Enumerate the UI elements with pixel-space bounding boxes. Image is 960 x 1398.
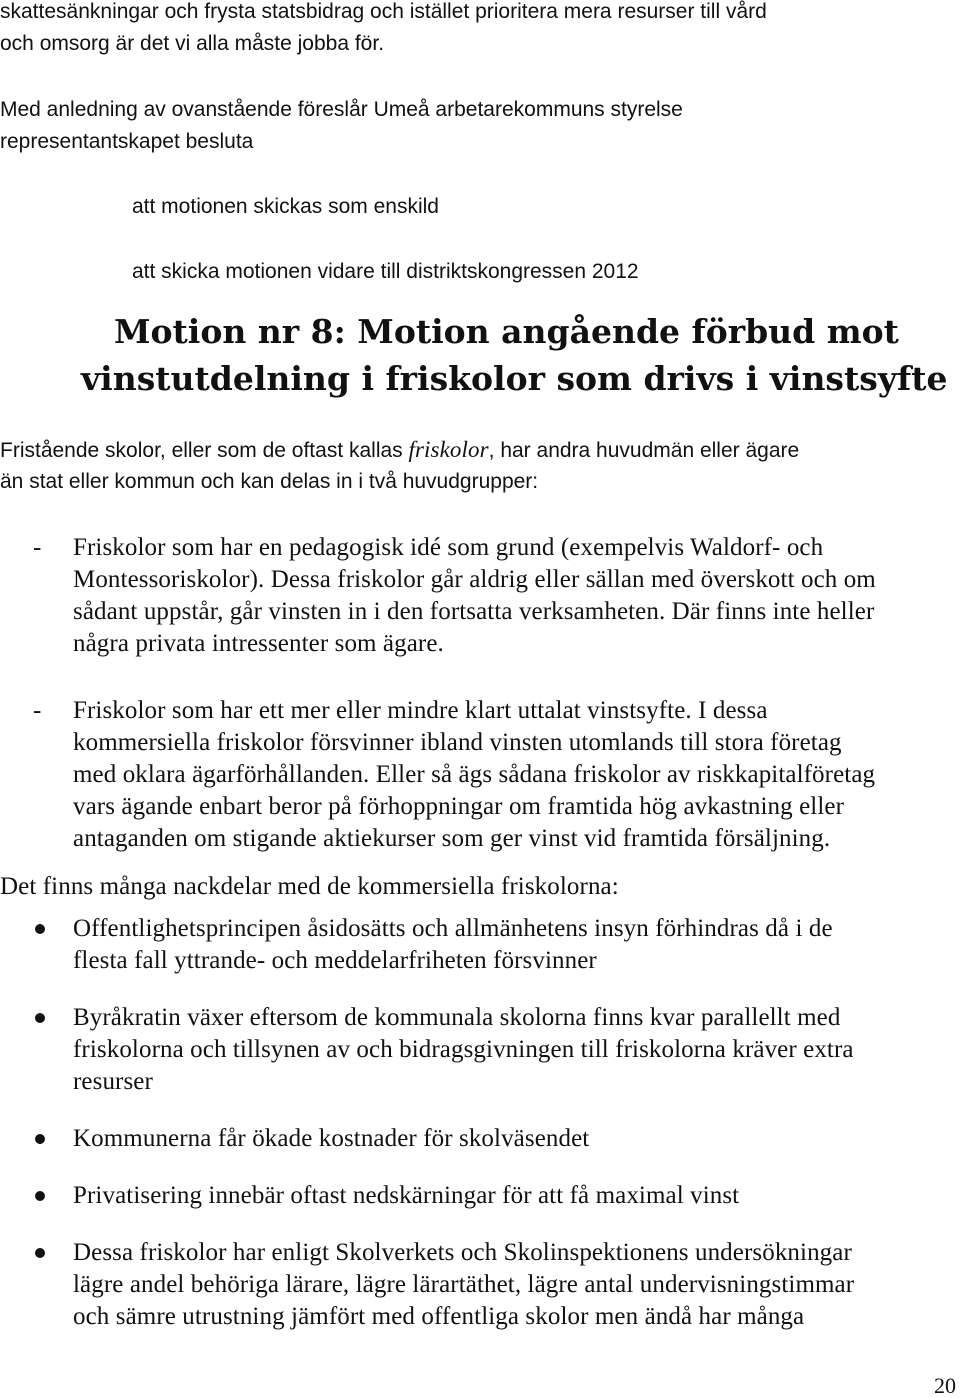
bullet-icon (35, 1191, 45, 1201)
lead-italic-term: friskolor (408, 437, 489, 462)
bullet-icon (35, 924, 45, 934)
dash-item-line: Montessoriskolor). Dessa friskolor går aldrig eller sällan med överskott och om (73, 566, 876, 593)
decision-item: att motionen skickas som enskild (132, 195, 439, 218)
bullet-item-line: flesta fall yttrande- och meddelarfriheten försvinner (73, 947, 597, 974)
proposal-line: representantskapet besluta (0, 130, 254, 153)
motion-title-line: Motion nr 8: Motion angående förbud mot (114, 312, 899, 351)
bullet-item-line: Byråkratin växer eftersom de kommunala skolorna finns kvar parallellt med (73, 1004, 841, 1031)
lead-text: , har andra huvudmän eller ägare (488, 439, 800, 462)
dash-item-line: kommersiella friskolor försvinner ibland vinsten utomlands till stora företag (73, 729, 842, 756)
motion-title-line: vinstutdelning i friskolor som drivs i vinstsyfte (81, 359, 948, 398)
bullet-item-line: resurser (73, 1068, 153, 1095)
dash-item-line: sådant uppstår, går vinsten in i den fortsatta verksamheten. Där finns inte heller (73, 598, 875, 625)
lead-text: Fristående skolor, eller som de oftast kallas (0, 439, 409, 462)
intro-line: och omsorg är det vi alla måste jobba för. (0, 32, 385, 55)
dash-item-line: några privata intressenter som ägare. (73, 630, 444, 657)
dash-item-line: Friskolor som har ett mer eller mindre klart uttalat vinstsyfte. I dessa (73, 697, 768, 724)
lead-line: än stat eller kommun och kan delas in i två huvudgrupper: (0, 470, 539, 493)
decision-item: att skicka motionen vidare till distriktskongressen 2012 (132, 260, 639, 283)
bullet-item-line: lägre andel behöriga lärare, lägre lärartäthet, lägre antal undervisningstimmar (73, 1271, 855, 1298)
dash-item-line: antaganden om stigande aktiekurser som ger vinst vid framtida försäljning. (73, 825, 831, 852)
lead-line (0, 434, 799, 467)
bullet-icon (35, 1248, 45, 1258)
bullet-item-line: Dessa friskolor har enligt Skolverkets och Skolinspektionens undersökningar (73, 1239, 852, 1266)
bullet-item-line: friskolorna och tillsynen av och bidragsgivningen till friskolorna kräver extra (73, 1036, 854, 1063)
dash-marker: - (33, 534, 42, 561)
intro-line: skattesänkningar och frysta statsbidrag och istället prioritera mera resurser till vård (0, 0, 767, 23)
bullet-item-line: Kommunerna får ökade kostnader för skolväsendet (73, 1125, 590, 1152)
bullet-icon (35, 1134, 45, 1144)
page-number: 20 (934, 1373, 956, 1398)
dash-item-line: med oklara ägarförhållanden. Eller så ägs sådana friskolor av riskkapitalföretag (73, 761, 876, 788)
bullet-item-line: Offentlighetsprincipen åsidosätts och allmänhetens insyn förhindras då i de (73, 915, 833, 942)
dash-item-line: Friskolor som har en pedagogisk idé som grund (exempelvis Waldorf- och (73, 534, 824, 561)
proposal-line: Med anledning av ovanstående föreslår Umeå arbetarekommuns styrelse (0, 98, 683, 121)
bullet-icon (35, 1013, 45, 1023)
dash-marker: - (33, 697, 42, 724)
drawbacks-intro: Det finns många nackdelar med de kommersiella friskolorna: (0, 873, 619, 900)
dash-item-line: vars ägande enbart beror på förhoppningar om framtida hög avkastning eller (73, 793, 845, 820)
bullet-item-line: Privatisering innebär oftast nedskärningar för att få maximal vinst (73, 1182, 740, 1209)
bullet-item-line: och sämre utrustning jämfört med offentliga skolor men ändå har många (73, 1303, 805, 1330)
